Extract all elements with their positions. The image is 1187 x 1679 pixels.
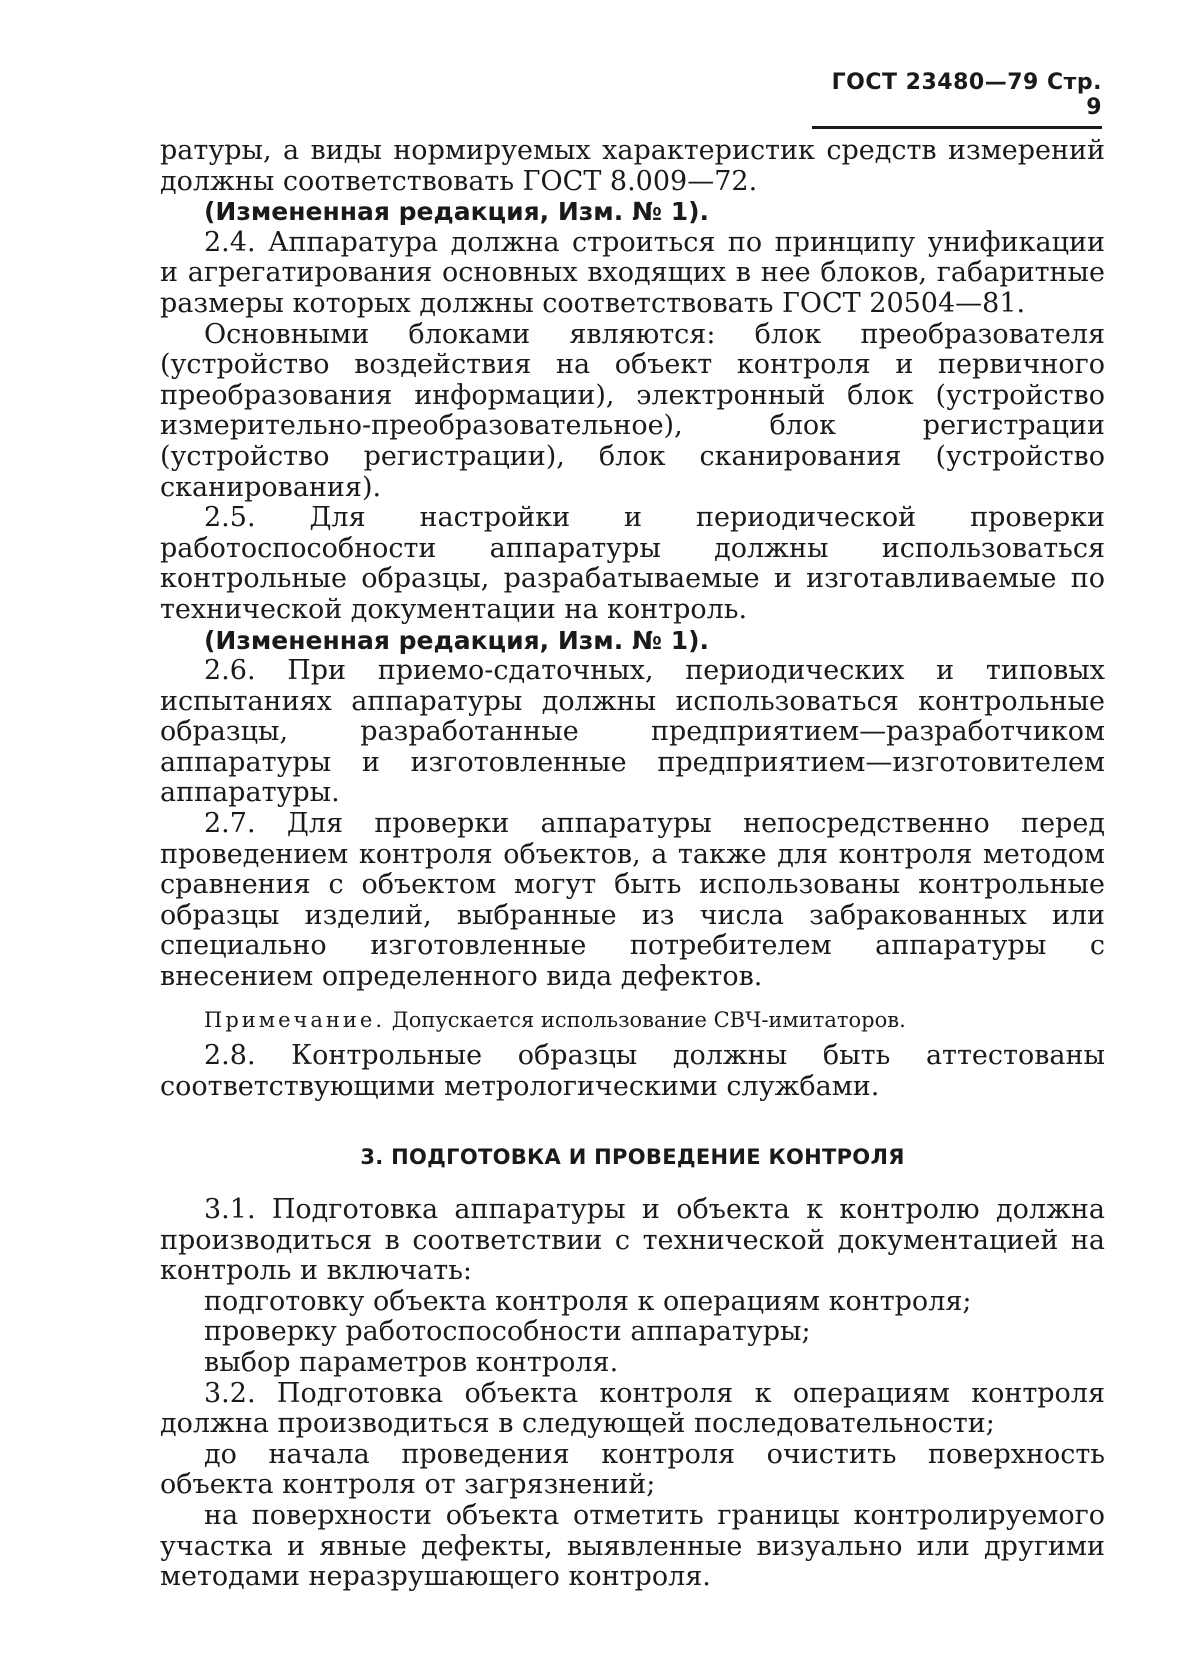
amendment-note: (Измененная редакция, Изм. № 1).	[204, 625, 710, 655]
amendment-note: (Измененная редакция, Изм. № 1).	[204, 197, 710, 227]
document-body	[160, 136, 1105, 1593]
list-item: на поверхности объекта отметить границы контролируемого участка и явные дефекты, выявленные визуально или другими методами неразрушающего контроля.	[160, 1499, 1105, 1593]
paragraph-continuation: ратуры, а виды нормируемых характеристик средств измерений должны соответствовать ГОСТ 8.009—72.	[160, 135, 1105, 197]
paragraph-3-1: 3.1. Подготовка аппаратуры и объекта к контролю должна производиться в соответствии с технической документацией на контроль и включать:	[160, 1194, 1105, 1287]
paragraph-2-6: 2.6. При приемо-сдаточных, периодических и типовых испытаниях аппаратуры должны использоваться контрольные образцы, разработанные предприятием—разработчиком аппаратуры и изготовленные предприятием—изготовителем аппаратуры.	[160, 655, 1105, 809]
list-item: подготовку объекта контроля к операциям контроля;	[204, 1285, 972, 1317]
page-header: ГОСТ 23480—79 Стр. 9	[812, 70, 1102, 129]
list-item: выбор параметров контроля.	[204, 1346, 619, 1378]
list-item: до начала проведения контроля очистить поверхность объекта контроля от загрязнений;	[160, 1438, 1105, 1501]
paragraph-2-8: 2.8. Контрольные образцы должны быть аттестованы соответствующими метрологическими службами.	[160, 1040, 1105, 1102]
note	[160, 1005, 1105, 1036]
paragraph-2-7: 2.7. Для проверки аппаратуры непосредственно перед проведением контроля объектов, а также для контроля методом сравнения с объектом могут быть использованы контрольные образцы изделий, выбранные из числа забракованных или специально изготовленные потребителем аппаратуры с внесением определенного вида дефектов.	[160, 808, 1105, 993]
paragraph-3-2: 3.2. Подготовка объекта контроля к операциям контроля должна производиться в следующей последовательности;	[160, 1377, 1105, 1440]
note-text: Допускается использование СВЧ-имитаторов.	[385, 1007, 906, 1032]
paragraph-main-blocks: Основными блоками являются: блок преобразователя (устройство воздействия на объект контроля и первичного преобразования информации), электронный блок (устройство измерительно-преобразовательное), блок регистрации (устройство регистрации), блок сканирования (устройство сканирования).	[160, 318, 1105, 503]
list-item: проверку работоспособности аппаратуры;	[204, 1316, 811, 1348]
note-label: Примечание.	[204, 1007, 386, 1032]
section-title: 3. ПОДГОТОВКА И ПРОВЕДЕНИЕ КОНТРОЛЯ	[360, 1145, 905, 1170]
paragraph-2-4: 2.4. Аппаратура должна строиться по принципу унификации и агрегатирования основных входящих в нее блоков, габаритные размеры которых должны соответствовать ГОСТ 20504—81.	[160, 226, 1105, 319]
paragraph-2-5: 2.5. Для настройки и периодической проверки работоспособности аппаратуры должны использоваться контрольные образцы, разрабатываемые и изготавливаемые по технической документации на контроль.	[160, 502, 1105, 625]
